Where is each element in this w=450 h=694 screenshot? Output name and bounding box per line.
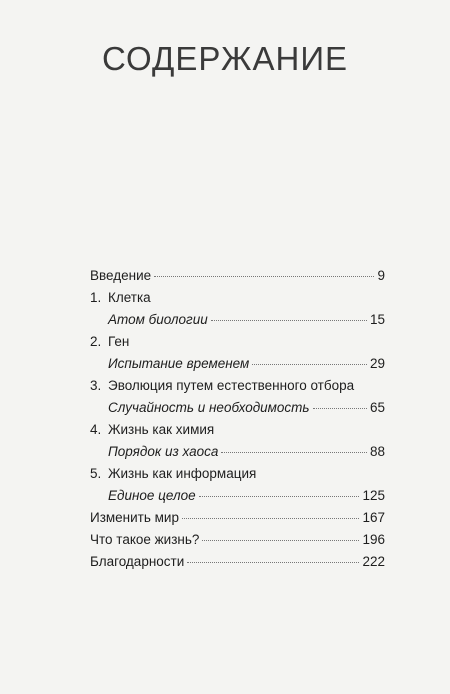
dot-leader <box>211 320 367 321</box>
chapter-number: 4. <box>90 422 102 437</box>
toc-chapter-1-subtitle <box>90 312 385 334</box>
toc-chapter-4-subtitle <box>90 444 385 466</box>
dot-leader <box>313 408 367 409</box>
toc-chapter-2-subtitle <box>90 356 385 378</box>
chapter-title: Эволюция путем естественного отбора <box>108 378 355 393</box>
toc-page-number: 65 <box>369 400 385 415</box>
toc-page-number: 167 <box>362 510 385 525</box>
toc-page-number: 15 <box>369 312 385 327</box>
dot-leader <box>182 518 359 519</box>
dot-leader <box>252 364 367 365</box>
toc-entry-label: Благодарности <box>90 554 185 569</box>
toc-chapter-2 <box>90 334 385 356</box>
toc-chapter-5 <box>90 466 385 488</box>
dot-leader <box>154 276 374 277</box>
toc-entry-acknowledgements <box>90 554 385 576</box>
toc-page-number: 222 <box>362 554 385 569</box>
chapter-subtitle: Случайность и необходимость <box>108 400 310 415</box>
chapter-number: 3. <box>90 378 102 393</box>
chapter-title: Клетка <box>108 290 151 305</box>
chapter-subtitle: Единое целое <box>108 488 196 503</box>
toc-chapter-5-subtitle <box>90 488 385 510</box>
toc-entry-introduction <box>90 268 385 290</box>
toc-page-number: 88 <box>369 444 385 459</box>
toc-page-number: 29 <box>369 356 385 371</box>
toc-page-number: 196 <box>362 532 385 547</box>
chapter-number: 1. <box>90 290 102 305</box>
toc-entry-change-world <box>90 510 385 532</box>
chapter-subtitle: Испытание временем <box>108 356 250 371</box>
chapter-subtitle: Атом биологии <box>108 312 208 327</box>
toc-page-number: 125 <box>362 488 385 503</box>
chapter-subtitle: Порядок из хаоса <box>108 444 219 459</box>
toc-entry-label: Изменить мир <box>90 510 179 525</box>
toc-page-number: 9 <box>377 268 385 283</box>
toc-entry-what-is-life <box>90 532 385 554</box>
dot-leader <box>221 452 367 453</box>
toc-chapter-3-subtitle <box>90 400 385 422</box>
chapter-number: 2. <box>90 334 102 349</box>
toc-entry-label: Введение <box>90 268 152 283</box>
table-of-contents <box>90 268 385 576</box>
dot-leader <box>187 562 359 563</box>
chapter-title: Жизнь как химия <box>108 422 215 437</box>
chapter-number: 5. <box>90 466 102 481</box>
chapter-title: Жизнь как информация <box>108 466 257 481</box>
dot-leader <box>199 496 360 497</box>
toc-chapter-1 <box>90 290 385 312</box>
toc-entry-label: Что такое жизнь? <box>90 532 200 547</box>
dot-leader <box>202 540 359 541</box>
page-title: СОДЕРЖАНИЕ <box>101 40 349 77</box>
toc-chapter-3 <box>90 378 385 400</box>
toc-chapter-4 <box>90 422 385 444</box>
chapter-title: Ген <box>108 334 130 349</box>
